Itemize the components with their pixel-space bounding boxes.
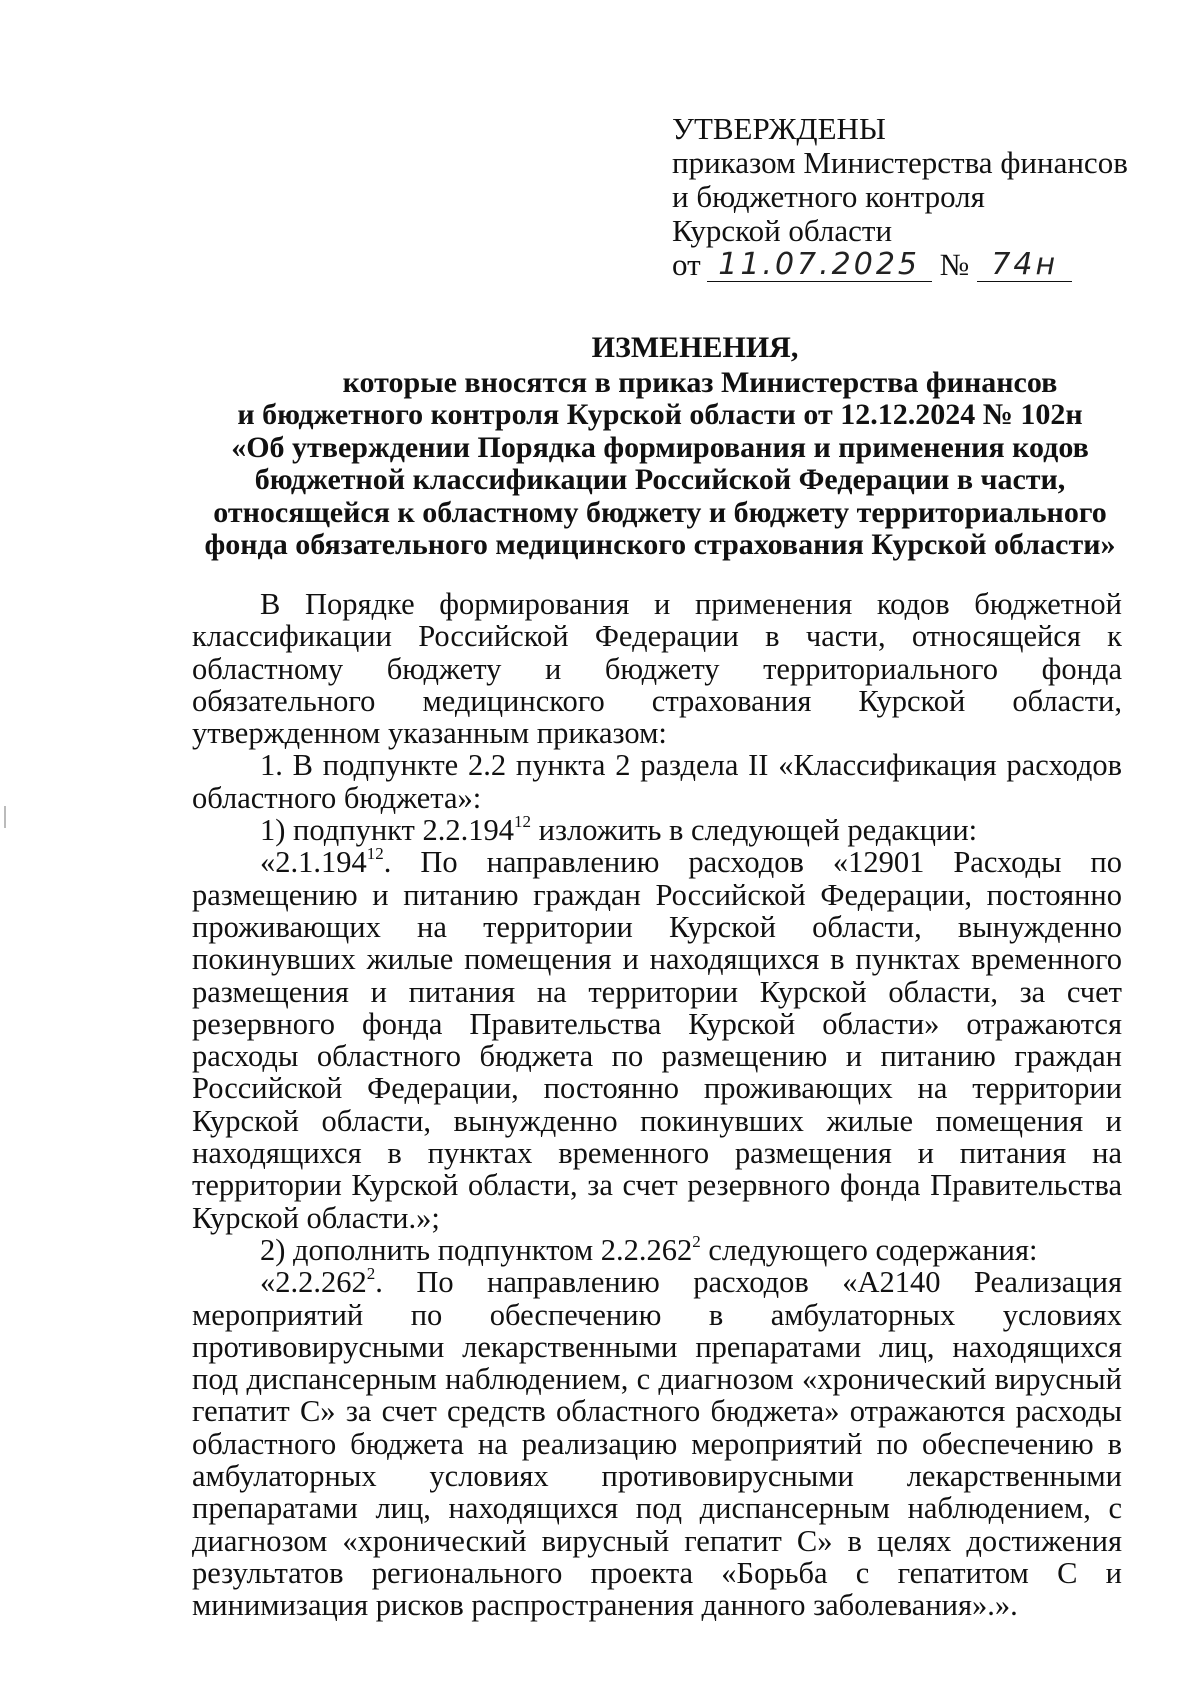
quote-1-paragraph [192, 846, 1122, 1234]
approval-stamp-block [672, 112, 1128, 282]
intro-paragraph: В Порядке формирования и применения кодов бюджетной классификации Российской Федерации в части, относящейся к областному бюджету и бюджету территориального фонда обязательного медицинского страхования Курской области, утвержденном указанным приказом: [192, 587, 1122, 751]
scan-edge-mark [4, 806, 6, 828]
title-line: фонда обязательного медицинского страхования Курской области» [204, 528, 1116, 561]
title-line: «Об утверждении Порядка формирования и применения кодов [231, 430, 1089, 464]
quote-1-superscript: 12 [366, 844, 384, 864]
item-1-paragraph: 1. В подпункте 2.2 пункта 2 раздела II «Классификация расходов областного бюджета»: [192, 748, 1122, 815]
approval-date-line [672, 248, 1128, 282]
quote-2-superscript: 2 [366, 1264, 376, 1284]
quote-1-number: «2.1.194 [260, 845, 367, 880]
from-label: от [672, 247, 701, 282]
quote-2-paragraph [192, 1266, 1122, 1621]
subitem-2-text: 2) дополнить подпунктом 2.2.262 [260, 1232, 693, 1267]
title-line: бюджетной классификации Российской Федерации в части, [254, 463, 1066, 496]
subitem-1-superscript: 12 [514, 812, 532, 832]
quote-2-number: «2.2.262 [260, 1265, 367, 1300]
number-sign: № [939, 247, 970, 282]
title-line: и бюджетного контроля Курской области от 12.12.2024 № 102н [237, 398, 1083, 431]
approval-heading: УТВЕРЖДЕНЫ [672, 111, 886, 146]
document-body [192, 588, 1122, 1622]
subitem-1-text: 1) подпункт 2.2.194 [260, 813, 515, 848]
title-heading: ИЗМЕНЕНИЯ, [591, 331, 799, 364]
approval-line-1: приказом Министерства финансов [672, 145, 1128, 180]
quote-1-text: . По направлению расходов «12901 Расходы по размещению и питанию граждан Российской Федерации, постоянно проживающих на территории Курской области, вынужденно покинувших жилые помещения и находящихся в пунктах временного размещения и питания на территории Курской области, за счет резервного фонда Правительства Курской области» отражаются расходы областного бюджета по размещению и питанию граждан Российской Федерации, постоянно проживающих на территории Курской области, вынужденно покинувших жилые помещения и находящихся в пунктах временного размещения и питания на территории Курской области, за счет резервного фонда Правительства Курской области.»; [192, 845, 1122, 1235]
approval-line-2: и бюджетного контроля [672, 179, 985, 214]
quote-2-text: . По направлению расходов «А2140 Реализация мероприятий по обеспечению в амбулаторных условиях противовирусными лекарственными препаратами лиц, находящихся под диспансерным наблюдением, с диагнозом «хронический вирусный гепатит С» за счет средств областного бюджета» отражаются расходы областного бюджета на реализацию мероприятий по обеспечению в амбулаторных условиях противовирусными лекарственными препаратами лиц, находящихся под диспансерным наблюдением, с диагнозом «хронический вирусный гепатит С» в целях достижения результатов регионального проекта «Борьба с гепатитом С и минимизация рисков распространения данного заболевания».». [192, 1265, 1122, 1623]
title-line: которые вносятся в приказ Министерства финансов [342, 365, 1058, 399]
document-title [200, 332, 1120, 562]
approval-line-3: Курской области [672, 213, 893, 248]
handwritten-date: 11.07.2025 [707, 250, 932, 282]
subitem-1-tail: изложить в следующей редакции: [531, 813, 978, 848]
handwritten-number: 74н [977, 250, 1072, 282]
subitem-1-paragraph [192, 814, 1122, 846]
subitem-2-paragraph [192, 1231, 1122, 1267]
subitem-2-tail: следующего содержания: [700, 1232, 1038, 1267]
subitem-2-superscript: 2 [692, 1231, 701, 1251]
title-line: относящейся к областному бюджету и бюджету территориального [213, 495, 1107, 529]
